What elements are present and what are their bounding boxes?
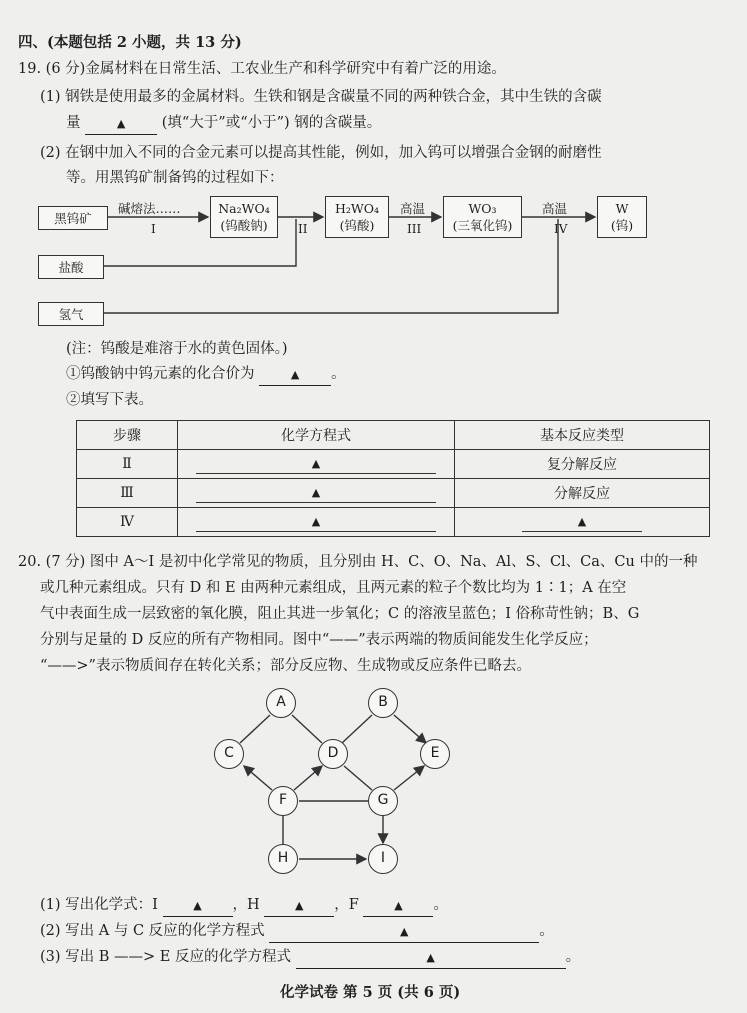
q20-answer-3 — [40, 947, 580, 969]
page-footer: 化学试卷 第 5 页 (共 6 页) — [280, 984, 461, 1001]
table-cell-type: 复分解反应 — [455, 450, 710, 479]
flow-ore-label: 黑钨矿 — [54, 210, 92, 226]
flow-step-1: I — [151, 222, 156, 236]
q20-answer-1 — [40, 895, 448, 917]
blank-marker-icon: ▲ — [193, 899, 202, 912]
q19-item1-text: ①钨酸钠中钨元素的化合价为 — [66, 366, 255, 382]
section-heading: 四、(本题包括 2 小题，共 13 分) — [18, 34, 242, 51]
blank-marker-icon: ▲ — [311, 514, 321, 528]
node-g: G — [368, 786, 398, 816]
q20-line1: 20. (7 分) 图中 A～I 是初中化学常见的物质，且分别由 H、C、O、Na、Al、S、Cl、Ca、Cu 中的一种 — [18, 554, 698, 570]
q20-a1-period: 。 — [433, 897, 448, 913]
wo3-name: (三氧化钨) — [452, 218, 513, 233]
q20-answer-2 — [40, 921, 554, 943]
blank-marker-icon: ▲ — [116, 117, 126, 130]
q19-part1-text-a: 量 — [66, 115, 81, 131]
blank-marker-icon: ▲ — [426, 951, 435, 964]
flow-heat-label-4: 高温 — [542, 201, 568, 216]
q20-a1-text-h: ，H — [232, 897, 260, 913]
q19-part2-line1: (2) 在钢中加入不同的合金元素可以提高其性能，例如，加入钨可以增强合金钢的耐磨性 — [40, 145, 602, 161]
table-header-type: 基本反应类型 — [455, 421, 710, 450]
flow-heat-label-3: 高温 — [400, 201, 426, 216]
w-name: (钨) — [610, 218, 634, 233]
table-cell-type: 分解反应 — [455, 479, 710, 508]
q19-part1-line1: (1) 钢铁是使用最多的金属材料。生铁和钢是含碳量不同的两种铁合金，其中生铁的含碳 — [40, 89, 602, 105]
table-header-step: 步骤 — [77, 421, 178, 450]
table-header-equation: 化学方程式 — [178, 421, 455, 450]
q19-stem: 19. (6 分)金属材料在日常生活、工农业生产和科学研究中有着广泛的用途。 — [18, 61, 506, 77]
na2wo4-formula: Na₂WO₄ — [218, 201, 270, 216]
q20-a3-period: 。 — [565, 949, 581, 965]
node-d: D — [318, 739, 348, 769]
answer-blank-h[interactable] — [264, 895, 334, 917]
q20-a2-text: (2) 写出 A 与 C 反应的化学方程式 — [40, 923, 265, 939]
blank-marker-icon: ▲ — [311, 456, 321, 470]
blank-marker-icon: ▲ — [400, 925, 409, 938]
q20-line3: 气中表面生成一层致密的氧化膜，阻止其进一步氧化；C 的溶液呈蓝色；I 俗称苛性钠；B、G — [40, 606, 640, 622]
blank-marker-icon: ▲ — [394, 899, 403, 912]
blank-marker-icon: ▲ — [295, 899, 304, 912]
q20-line5: “——>”表示物质间存在转化关系；部分反应物、生成物或反应条件已略去。 — [40, 658, 531, 674]
table-cell-step: Ⅱ — [77, 450, 178, 479]
node-a: A — [266, 688, 296, 718]
table-cell-step: Ⅳ — [77, 508, 178, 537]
node-f: F — [268, 786, 298, 816]
q19-part1-text-b: (填“大于”或“小于”) 钢的含碳量。 — [161, 115, 382, 131]
blank-marker-icon: ▲ — [290, 368, 300, 381]
equation-blank[interactable] — [296, 947, 566, 969]
answer-blank-f[interactable] — [363, 895, 433, 917]
equation-blank[interactable] — [269, 921, 539, 943]
q19-note: (注：钨酸是难溶于水的黄色固体。) — [66, 341, 288, 357]
node-e: E — [420, 739, 450, 769]
blank-marker-icon: ▲ — [311, 485, 321, 499]
node-c: C — [214, 739, 244, 769]
q19-item1-period: 。 — [331, 366, 346, 382]
w-formula: W — [615, 201, 629, 216]
na2wo4-name: (钨酸钠) — [220, 218, 268, 233]
node-b: B — [368, 688, 398, 718]
node-i: I — [368, 844, 398, 874]
flow-step-4: IV — [554, 222, 568, 236]
wo3-formula: WO₃ — [468, 201, 497, 216]
flow-step-2: II — [298, 222, 308, 236]
h2wo4-name: (钨酸) — [339, 218, 375, 233]
q20-line2: 或几种元素组成。只有 D 和 E 由两种元素组成，且两元素的粒子个数比均为 1∶1；A 在空 — [40, 580, 627, 596]
q20-a2-period: 。 — [539, 923, 554, 939]
q20-line4: 分别与足量的 D 反应的所有产物相同。图中“——”表示两端的物质间能发生化学反应； — [40, 632, 598, 648]
q19-item2: ②填写下表。 — [66, 392, 153, 408]
q20-a1-text-i: (1) 写出化学式：I — [40, 897, 158, 913]
h2wo4-formula: H₂WO₄ — [334, 201, 380, 216]
blank-marker-icon: ▲ — [577, 514, 587, 528]
node-h: H — [268, 844, 298, 874]
flow-h2-label: 氢气 — [58, 306, 84, 322]
q19-part2-line2: 等。用黑钨矿制备钨的过程如下： — [66, 170, 284, 186]
table-cell-step: Ⅲ — [77, 479, 178, 508]
answer-blank-i[interactable] — [163, 895, 233, 917]
flow-step-3: III — [407, 222, 422, 236]
q20-a3-text: (3) 写出 B ——> E 反应的化学方程式 — [40, 949, 291, 965]
flow-alkali-label: 碱熔法…… — [118, 201, 181, 216]
flow-hcl-label: 盐酸 — [58, 259, 84, 275]
q20-a1-text-f: ，F — [334, 897, 359, 913]
